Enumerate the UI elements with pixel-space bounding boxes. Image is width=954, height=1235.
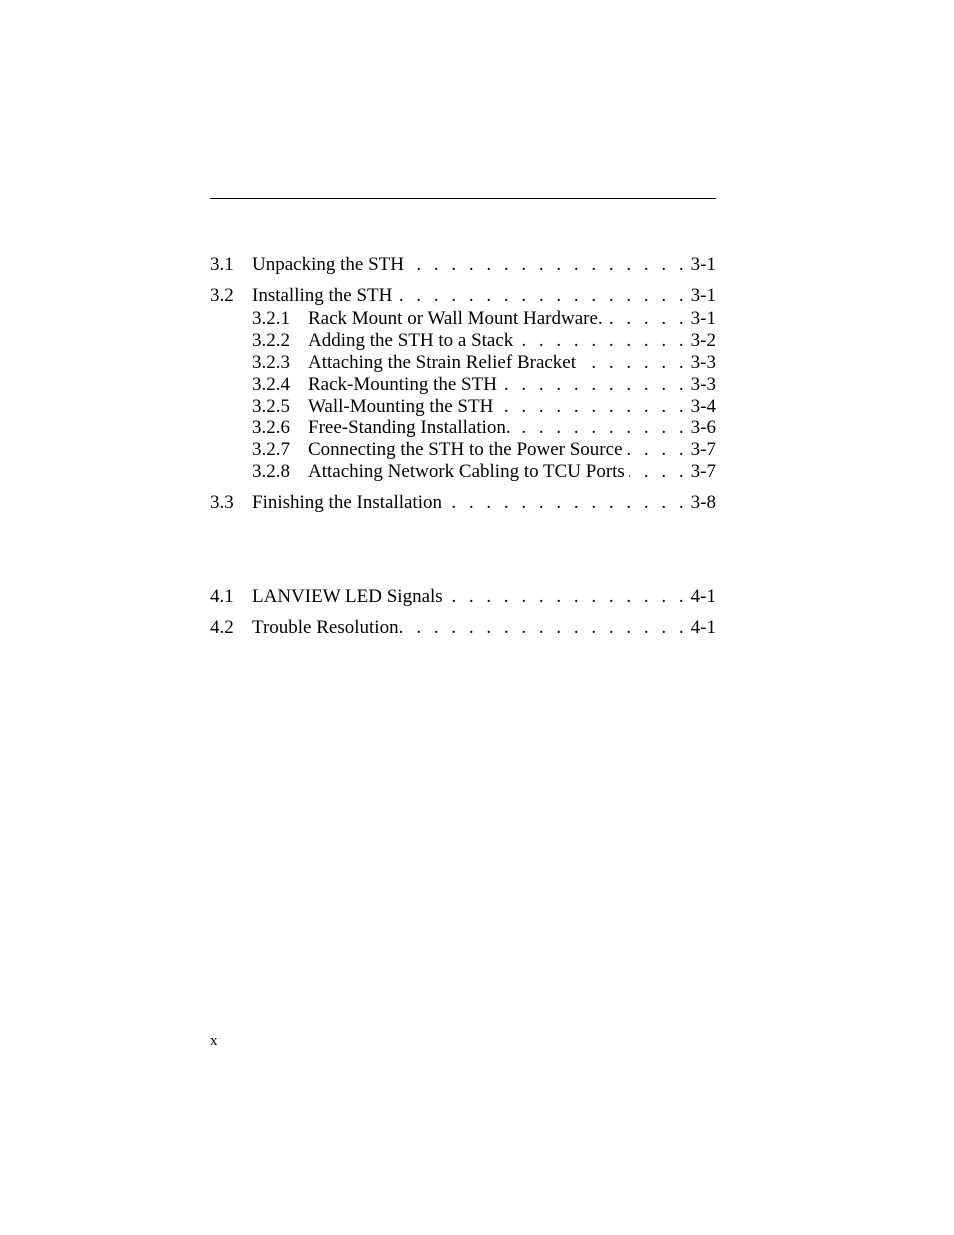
dot-leader bbox=[607, 307, 688, 331]
dot-leader bbox=[446, 491, 688, 515]
dot-leader bbox=[627, 438, 688, 462]
toc-entry-number: 3.2.2 bbox=[252, 330, 290, 351]
toc-entry-page: 3-7 bbox=[690, 461, 716, 482]
dot-leader bbox=[515, 416, 688, 440]
toc-entry-4-2[interactable] bbox=[210, 616, 716, 640]
toc-entry-number: 3.2.8 bbox=[252, 461, 290, 482]
toc-entry-number: 3.1 bbox=[210, 254, 234, 275]
toc-entry-number: 4.1 bbox=[210, 586, 234, 607]
toc-entry-number: 4.2 bbox=[210, 617, 234, 638]
toc-entry-4-1[interactable] bbox=[210, 585, 716, 609]
toc-entry-title: Wall-Mounting the STH bbox=[308, 396, 494, 417]
toc-entry-3-2-3[interactable] bbox=[252, 351, 716, 375]
dot-leader bbox=[396, 284, 687, 308]
toc-entry-3-2-4[interactable] bbox=[252, 373, 716, 397]
dot-leader bbox=[501, 373, 688, 397]
toc-entry-title: Unpacking the STH bbox=[252, 254, 404, 275]
toc-entry-title: Installing the STH bbox=[252, 285, 393, 306]
dot-leader bbox=[407, 616, 687, 640]
toc-entry-title: Finishing the Installation bbox=[252, 492, 442, 513]
toc-entry-page: 3-1 bbox=[690, 285, 716, 306]
toc-entry-title: Rack Mount or Wall Mount Hardware. bbox=[308, 308, 603, 329]
toc-entry-title: Free-Standing Installation. bbox=[308, 417, 511, 438]
toc-entry-number: 3.2.1 bbox=[252, 308, 290, 329]
dot-leader bbox=[517, 329, 687, 353]
toc-entry-page: 3-2 bbox=[690, 330, 716, 351]
toc-entry-number: 3.2 bbox=[210, 285, 234, 306]
toc-entry-number: 3.2.6 bbox=[252, 417, 290, 438]
toc-entry-title: Connecting the STH to the Power Source bbox=[308, 439, 623, 460]
toc-entry-3-1[interactable] bbox=[210, 253, 716, 277]
toc-entry-page: 3-3 bbox=[690, 374, 716, 395]
toc-entry-3-2-8[interactable] bbox=[252, 460, 716, 484]
toc-entry-title: Rack-Mounting the STH bbox=[308, 374, 497, 395]
toc-entry-3-2[interactable] bbox=[210, 284, 716, 308]
page-number: x bbox=[210, 1033, 218, 1049]
toc-entry-title: Trouble Resolution. bbox=[252, 617, 404, 638]
toc-entry-page: 3-8 bbox=[690, 492, 716, 513]
toc-entry-page: 3-6 bbox=[690, 417, 716, 438]
dot-leader bbox=[447, 585, 688, 609]
toc-entry-page: 3-3 bbox=[690, 352, 716, 373]
toc-entry-3-2-6[interactable] bbox=[252, 416, 716, 440]
dot-leader bbox=[408, 253, 688, 277]
toc-entry-3-3[interactable] bbox=[210, 491, 716, 515]
toc-entry-page: 4-1 bbox=[690, 617, 716, 638]
toc-entry-page: 3-1 bbox=[690, 308, 716, 329]
toc-entry-title: LANVIEW LED Signals bbox=[252, 586, 443, 607]
toc-entry-page: 3-7 bbox=[690, 439, 716, 460]
header-rule bbox=[210, 198, 716, 199]
toc-entry-page: 3-1 bbox=[690, 254, 716, 275]
toc-entry-number: 3.2.7 bbox=[252, 439, 290, 460]
toc-entry-number: 3.2.4 bbox=[252, 374, 290, 395]
dot-leader bbox=[580, 351, 688, 375]
toc-entry-3-2-7[interactable] bbox=[252, 438, 716, 462]
toc-entry-page: 3-4 bbox=[690, 396, 716, 417]
toc-entry-3-2-2[interactable] bbox=[252, 329, 716, 353]
toc-entry-title: Adding the STH to a Stack bbox=[308, 330, 514, 351]
toc-entry-number: 3.3 bbox=[210, 492, 234, 513]
toc-entry-number: 3.2.3 bbox=[252, 352, 290, 373]
toc-entry-title: Attaching the Strain Relief Bracket bbox=[308, 352, 577, 373]
dot-leader bbox=[629, 460, 688, 484]
toc-entry-3-2-1[interactable] bbox=[252, 307, 716, 331]
toc-entry-page: 4-1 bbox=[690, 586, 716, 607]
toc-entry-title: Attaching Network Cabling to TCU Ports bbox=[308, 461, 625, 482]
toc-entry-number: 3.2.5 bbox=[252, 396, 290, 417]
